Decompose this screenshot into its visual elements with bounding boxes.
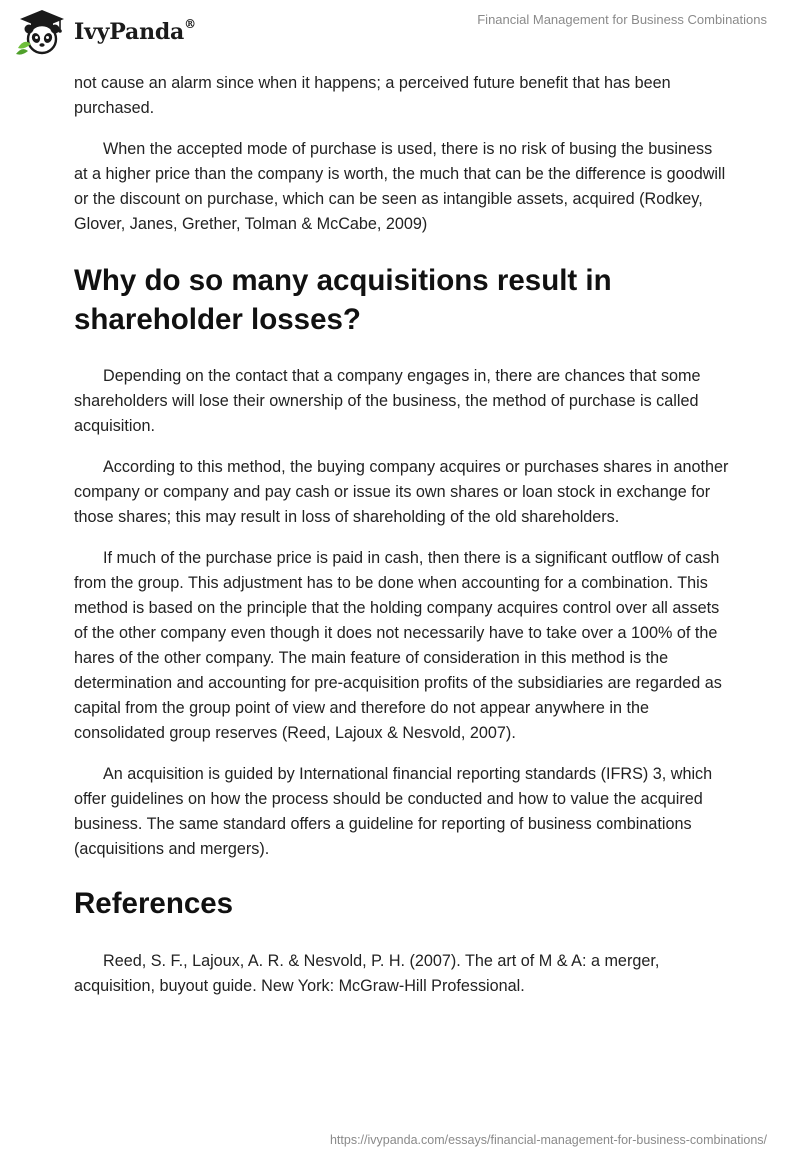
brand-text: IvyPanda <box>74 19 185 45</box>
registered-mark: ® <box>184 17 196 31</box>
document-title: Financial Management for Business Combinations <box>477 12 767 27</box>
essay-content <box>74 71 730 1015</box>
paragraph: If much of the purchase price is paid in cash, then there is a significant outflow of cash from the group. This adjustment has to be done when accounting for a combination. This method is based on the principle that the holding company acquires control over all assets of the other company even though it does not necessarily have to take over a 100% of the hares of the other company. The main feature of consideration in this method is the determination and accounting for pre-acquisition profits of the subsidiaries are regarded as capital from the group point of view and therefore do not appear anywhere in the consolidated group reserves (Reed, Lajoux & Nesvold, 2007). <box>74 549 722 742</box>
paragraph: Depending on the contact that a company engages in, there are chances that some shareholders will lose their ownership of the business, the method of purchase is called acquisition. <box>74 367 701 435</box>
paragraph: According to this method, the buying company acquires or purchases shares in another company or company and pay cash or issue its own shares or loan stock in exchange for those shares; this may result in loss of shareholding of the old shareholders. <box>74 458 729 526</box>
page-header <box>0 0 800 64</box>
section-heading: Why do so many acquisitions result in shareholder losses? <box>74 264 612 336</box>
reference-entry: Reed, S. F., Lajoux, A. R. & Nesvold, P. H. (2007). The art of M & A: a merger, acquisition, buyout guide. New York: McGraw-Hill Professional. <box>74 952 660 995</box>
logo[interactable] <box>14 8 196 56</box>
paragraph: When the accepted mode of purchase is used, there is no risk of busing the business at a higher price than the company is worth, the much that can be the difference is goodwill or the discount on purchase, which can be seen as intangible assets, acquired (Rodkey, Glover, Janes, Grether, Tolman & McCabe, 2009) <box>74 140 726 233</box>
panda-logo-icon <box>14 8 70 56</box>
source-url[interactable]: https://ivypanda.com/essays/financial-management-for-business-combinations/ <box>329 1133 767 1147</box>
references-heading: References <box>74 887 234 920</box>
paragraph-continued: not cause an alarm since when it happens; a perceived future benefit that has been purchased. <box>74 74 671 117</box>
paragraph: An acquisition is guided by International financial reporting standards (IFRS) 3, which offer guidelines on how the process should be conducted and how to value the acquired business. The same standard offers a guideline for reporting of business combinations (acquisitions and mergers). <box>74 765 713 858</box>
brand-name <box>74 19 196 45</box>
